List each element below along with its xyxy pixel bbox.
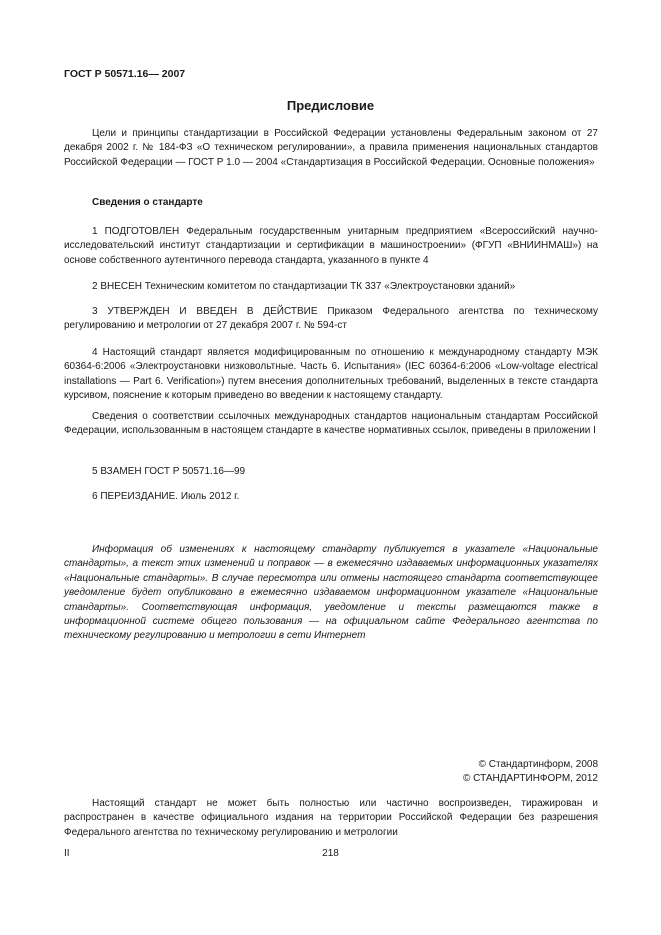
item-2-paragraph: 2 ВНЕСЕН Техническим комитетом по стандартизации ТК 337 «Электроустановки зданий» <box>92 281 516 292</box>
reproduction-notice: Настоящий стандарт не может быть полностью или частично воспроизведен, тиражирован и распространен в качестве официального издания на территории Российской Федерации без разрешения Федерального агентства по техническому регулированию и метрологии <box>64 798 598 838</box>
changes-notice: Информация об изменениях к настоящему стандарту публикуется в указателе «Национальные стандарты», а текст этих изменений и поправок — в ежемесячно издаваемых информационных указателях «Национальные стандарты». В случае пересмотра или отмены настоящего стандарта соответствующее уведомление будет опубликовано в ежемесячно издаваемом информационном указателе «Национальные стандарты». Соответствующая информация, уведомление и тексты размещаются также в информационной системе общего пользования — на официальном сайте Федерального агентства по техническому регулированию и метрологии в сети Интернет <box>64 544 598 642</box>
document-code: ГОСТ Р 50571.16— 2007 <box>64 68 186 80</box>
item-4-paragraph: 4 Настоящий стандарт является модифицированным по отношению к международному стандарту МЭК 60364-6:2006 «Электроустановки низковольтные. Часть 6. Испытания» (IEC 60364-6:2006 «Low-voltage electrical installations — Part 6. Verification») путем внесения дополнительных требований, выделенных в тексте стандарта курсивом, пояснение к которым приведено во введении к настоящему стандарту. <box>64 347 598 402</box>
roman-page-number: II <box>64 848 70 859</box>
copyright-2012: © СТАНДАРТИНФОРМ, 2012 <box>463 773 598 784</box>
copyright-2008: © Стандартинформ, 2008 <box>478 759 598 770</box>
item-5-paragraph: 5 ВЗАМЕН ГОСТ Р 50571.16—99 <box>92 466 246 477</box>
page-title: Предисловие <box>286 98 375 113</box>
item-6-paragraph: 6 ПЕРЕИЗДАНИЕ. Июль 2012 г. <box>92 491 240 502</box>
intro-paragraph: Цели и принципы стандартизации в Российской Федерации установлены Федеральным законом от 27 декабря 2002 г. № 184-ФЗ «О техническом регулировании», а правила применения национальных стандартов Российской Федерации — ГОСТ Р 1.0 — 2004 «Стандартизация в Российской Федерации. Основные положения» <box>64 128 598 168</box>
item-4-references-paragraph: Сведения о соответствии ссылочных международных стандартов национальным стандартам Российской Федерации, использованным в настоящем стандарте в качестве нормативных ссылок, приведены в приложении I <box>64 411 598 437</box>
page-number: 218 <box>322 848 339 859</box>
item-1-paragraph: 1 ПОДГОТОВЛЕН Федеральным государственным унитарным предприятием «Всероссийский научно-исследовательский институт стандартизации и сертификации в машиностроении» (ФГУП «ВНИИНМАШ») на основе собственного аутентичного перевода стандарта, указанного в пункте 4 <box>64 226 598 266</box>
section-heading: Сведения о стандарте <box>92 197 203 208</box>
item-3-paragraph: 3 УТВЕРЖДЕН И ВВЕДЕН В ДЕЙСТВИЕ Приказом Федерального агентства по техническому регулированию и метрологии от 27 декабря 2007 г. № 594-ст <box>64 306 598 332</box>
